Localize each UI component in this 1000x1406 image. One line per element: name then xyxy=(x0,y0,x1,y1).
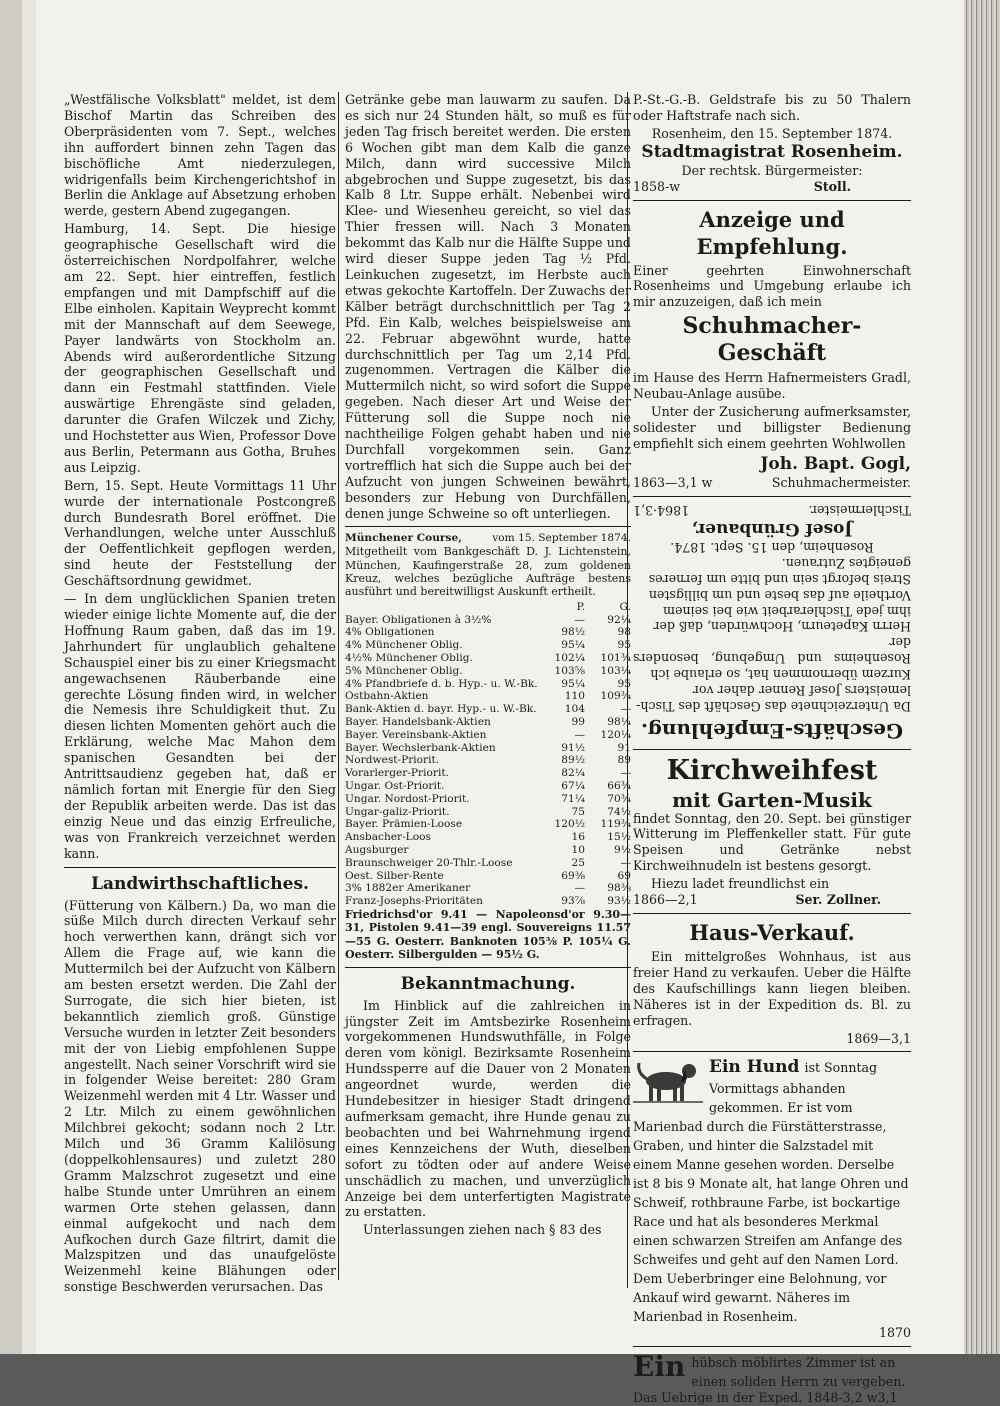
exchange-g: 92¼ xyxy=(607,613,631,626)
exchange-title: Münchener Course, xyxy=(345,532,462,545)
exchange-security: Ungar. Nordost-Priorit. xyxy=(345,792,470,805)
exchange-p: 25 xyxy=(571,856,585,869)
exchange-security: Bank-Aktien d. bayr. Hyp.- u. W.-Bk. xyxy=(345,703,537,716)
exchange-security: Franz-Josephs-Prioritäten xyxy=(345,895,483,908)
inverted-title: Geschäfts-Empfehlung. xyxy=(640,718,904,743)
lost-dog-text: ist Sonntag Vormittags abhanden gekommen. Er ist vom Marienbad durch die Fürstätterstrasse, Graben, und hinter die Salzstadel mit einem Manne gesehen worden. Derselbe ist 8 bis 9 Monate alt, hat lange Ohren und Schweif, rothbraune Farbe, ist bockartige Race und hat als besonderes Merkmal einen schwarzen Streifen am Anfange des Schweifes und geht auf den Namen Lord. Dem Ueberbringer eine Belohnung, vor Ankauf wird gewarnt. Näheres im Marienbad in Rosenheim. xyxy=(633,1060,909,1325)
exchange-g: 74½ xyxy=(607,805,631,818)
divider xyxy=(64,867,336,868)
exchange-security: Ungar. Ost-Priorit. xyxy=(345,780,445,793)
exchange-security: 4% Obligationen xyxy=(345,626,435,639)
exchange-p: 82¼ xyxy=(561,767,585,780)
festival-subtitle: mit Garten-Musik xyxy=(672,787,872,812)
exchange-g: 66¾ xyxy=(607,780,631,793)
lost-dog-title: Ein Hund xyxy=(709,1057,800,1078)
article-bern: Bern, 15. Sept. Heute Vormittags 11 Uhr wurde der internationale Postcongreß durch Bundesrath Borel eröffnet. Die Verhandlungen, welche unter Ausschluß der Oeffentlichkeit gepflogen werden, sind heute der Feststellung der Geschäftsordnung gewidmet. xyxy=(64,477,336,589)
exchange-row xyxy=(345,857,631,870)
exchange-g: 98¼ xyxy=(607,716,631,729)
exchange-row xyxy=(345,831,631,844)
festival-text: findet Sonntag, den 20. Sept. bei günstiger Witterung im Pleffenkeller statt. Für gute Speisen und Getränke nebst Kirchweihnudeln ist bestens gesorgt. xyxy=(633,810,911,874)
exchange-p: 75 xyxy=(571,805,585,818)
exchange-security: Ungar-galiz-Priorit. xyxy=(345,805,450,818)
exchange-security: Vorarlerger-Priorit. xyxy=(345,767,449,780)
binding-edge xyxy=(0,0,23,1354)
exchange-footer: Friedrichsd'or 9.41 — Napoleonsd'or 9.30—31, Pistolen 9.41—39 engl. Souvereigns 11.57—55 G. Oesterr. Banknoten 105⅜ P. 105¼ G. Oesterr. Silbergulden — 95½ G. xyxy=(345,908,631,962)
exchange-p: 103⅝ xyxy=(554,664,585,677)
exchange-p: 16 xyxy=(571,831,585,844)
exchange-g: 89 xyxy=(617,754,631,767)
binding-shadow xyxy=(22,0,36,1354)
house-sale-title: Haus-Verkauf. xyxy=(689,920,855,945)
exchange-security: 4½% Münchener Oblig. xyxy=(345,652,473,665)
divider xyxy=(633,913,911,914)
divider xyxy=(633,1051,911,1052)
notice-tail: Unterlassungen ziehen nach § 83 des xyxy=(363,1222,602,1238)
column-2 xyxy=(345,92,631,1288)
house-sale-code: 1869—3,1 xyxy=(846,1030,911,1046)
exchange-security: Ansbacher-Loos xyxy=(345,831,431,844)
exchange-g: 69 xyxy=(617,869,631,882)
festival-footer: 1866—2,1 Ser. Zollner. xyxy=(633,892,881,908)
exchange-g: 103¼ xyxy=(600,664,631,677)
divider xyxy=(633,496,911,497)
exchange-col-head: P. G. xyxy=(576,600,631,613)
exchange-row xyxy=(345,767,631,780)
ad-text: Einer geehrten Einwohnerschaft Rosenheims und Umgebung erlaube ich mir anzuzeigen, daß ich mein xyxy=(633,262,911,310)
inverted-advertisement: Geschäfts-Empfehlung. Da Unterzeichnete das Geschäft des Tisch- lemeisters Josef Renner daher vor Kurzem übernommen hat, so erlaube ich Rosenheims und Umgebung, besonders der Herrn Kapeteurn, Hochwürden, daß der ihm jede Tischlerarbeit wie bei seinem Vortheile auf das beste und um billigsten Streis beforgt sein und bitte um ferneres geneigtes Zutrauen. Rosenheim, den 15. Sept. 1874. Josef Grünbauer, Tischlermeister. 1864·3,1 xyxy=(633,502,911,743)
exchange-p: 71¼ xyxy=(561,792,585,805)
notice-text: Im Hinblick auf die zahlreichen in jüngster Zeit im Amtsbezirke Rosenheim vorgekommenen Hundswuthfälle, in Folge deren vom königl. Bezirksamte Rosenheim Hundssperre auf die Dauer von 2 Monaten angeordnet wurde, werden die Hundebesitzer in hiesiger Stadt dringend aufmerksam gemacht, ihre Hunde genau zu beobachten und bei Wahrnehmung irgend eines Kennzeichens der Wuth, dieselben sofort zu tödten oder auf andere Weise unschädlich zu machen, und unverzüglich Anzeige bei dem unterfertigten Magistrate zu erstatten. xyxy=(345,997,631,1220)
exchange-g: 109¾ xyxy=(600,690,631,703)
exchange-g: 95 xyxy=(617,639,631,652)
exchange-p: 69⅜ xyxy=(561,869,585,882)
exchange-p: 120½ xyxy=(554,818,585,831)
exchange-p: 95¼ xyxy=(561,677,585,690)
exchange-p: 89½ xyxy=(561,754,585,767)
exchange-row xyxy=(345,665,631,678)
room-ad-initial: Ein xyxy=(633,1350,686,1384)
exchange-date: vom 15. September 1874. xyxy=(492,532,631,545)
room-ad-text: hübsch möblirtes Zimmer ist an einen soliden Herrn zu vergeben. xyxy=(691,1355,906,1390)
exchange-row xyxy=(345,806,631,819)
exchange-security: Bayer. Handelsbank-Aktien xyxy=(345,716,491,729)
exchange-row xyxy=(345,818,631,831)
exchange-row xyxy=(345,780,631,793)
exchange-p: 67¼ xyxy=(561,780,585,793)
exchange-row xyxy=(345,882,631,895)
room-ad-tail: Das Uebrige in der Exped. 1848-3,2 w3,1 xyxy=(633,1390,898,1406)
ad-text: Unter der Zusicherung aufmerksamster, solidester und billigster Bedienung empfiehlt sich einem geehrten Wohlwollen xyxy=(633,404,911,451)
column-rule xyxy=(338,92,339,1280)
page-stack-edge xyxy=(964,0,1000,1354)
exchange-security: Bayer. Obligationen à 3½% xyxy=(345,613,492,626)
exchange-row xyxy=(345,870,631,883)
exchange-p: 91½ xyxy=(561,741,585,754)
exchange-p: 93⅞ xyxy=(561,895,585,908)
exchange-security: Bayer. Wechslerbank-Aktien xyxy=(345,741,496,754)
exchange-row xyxy=(345,690,631,703)
exchange-row xyxy=(345,652,631,665)
exchange-table xyxy=(345,601,631,908)
exchange-p: 110 xyxy=(564,690,585,703)
exchange-p: 10 xyxy=(571,844,585,857)
festival-invite: Hiezu ladet freundlichst ein xyxy=(651,876,830,892)
exchange-row xyxy=(345,716,631,729)
exchange-row xyxy=(345,639,631,652)
exchange-security: 4% Pfandbriefe d. b. Hyp.- u. W.-Bk. xyxy=(345,677,538,690)
exchange-p: 99 xyxy=(571,716,585,729)
section-heading: Landwirthschaftliches. xyxy=(91,873,309,894)
notice-signature: 1858-w Stoll. xyxy=(633,178,851,194)
exchange-row xyxy=(345,844,631,857)
ad-text: im Hause des Herrn Hafnermeisters Gradl, Neubau-Anlage ausübe. xyxy=(633,370,911,402)
exchange-p: 98½ xyxy=(561,626,585,639)
exchange-p: 95¼ xyxy=(561,639,585,652)
exchange-g: 70¾ xyxy=(607,792,631,805)
lost-dog-code: 1870 xyxy=(878,1325,911,1341)
article-kaelber-cont: Getränke gebe man lauwarm zu saufen. Da es sich nur 24 Stunden hält, so muß es für jeden Tag frisch bereitet werden. Die ersten 6 Wochen gibt man dem Kalb die ganze Milch, dann wird successive Milch abgebrochen und Suppe zugesetzt, bis das Kalb 8 Ltr. Suppe erhält. Nebenbei wird Klee- und Wiesenheu gereicht, so viel das Thier fressen will. Nach 3 Monaten bekommt das Kalb nur die Hälfte Suppe und wird dieser Suppe jeden Tag ½ Pfd. Leinkuchen zugesetzt, im Herbste auch etwas gekochte Kartoffeln. Der Zuwachs der Kälber beträgt durchschnittlich per Tag 2 Pfd. Ein Kalb, welches beispielsweise am 22. Februar abgewöhnt wurde, hatte durchschnittlich per Tag um 2,14 Pfd. zugenommen. Vertragen die Kälber die Muttermilch nicht, so wird sofort die Suppe gegeben. Nach dieser Art und Weise der Fütterung soll die Suppe noch nie nachtheilige Folgen gehabt haben und nie Durchfall vorgekommen sein. Ganz vortrefflich hat sich die Suppe auch bei der Aufzucht von jungen Schweinen bewährt, besonders zur Hebung von Durchfällen, denen junge Schweine so oft unterliegen. xyxy=(345,92,631,521)
exchange-security: Bayer. Prämien-Loose xyxy=(345,818,463,831)
divider xyxy=(633,1346,911,1347)
exchange-g: — xyxy=(620,703,631,716)
ad-footer: 1863—3,1 w Schuhmachermeister. xyxy=(633,474,911,490)
exchange-p: — xyxy=(574,882,585,895)
exchange-g: — xyxy=(620,767,631,780)
exchange-p: — xyxy=(574,613,585,626)
notice-mayor-title: Der rechtsk. Bürgermeister: xyxy=(681,162,863,178)
divider xyxy=(345,526,631,527)
article-spanien: — In dem unglücklichen Spanien treten wieder einige lichte Momente auf, die der Hoffnung Raum gaben, daß das im 19. Jahrhundert für unglaublich gehaltene Schauspiel einer bis zu einer Kriegsmacht angewachsenen Räuberbande eine gerechte Lösung finden wird, in welcher die Nemesis ihre Schuldigkeit thut. Zu diesen lichten Momenten gehört auch die Erklärung, welche Mac Mahon dem spanischen Gesandten bei der Antrittsaudienz gegeben hat, daß er nämlich fortan mit Energie für den Sieg der Republik arbeiten werde. Das ist das einzig Neue und das einzig Erfreuliche, was von Frankreich verzeichnet werden kann. xyxy=(64,591,336,861)
article-kaelber: (Fütterung von Kälbern.) Da, wo man die süße Milch durch directen Verkauf sehr hoch verwerthen kann, drängt sich vor Allem die Frage auf, wie kann die Muttermilch bei der Aufzucht von Kälbern am besten ersetzt werden. Die Zahl der Surrogate, die sich hier bieten, ist bekanntlich ziemlich groß. Günstige Versuche wurden in letzter Zeit besonders mit der von Liebig empfohlenen Suppe angestellt. Nach seiner Vorschrift wird sie in folgender Weise bereitet: 280 Gram Weizenmehl werden mit 4 Ltr. Wasser und 2 Ltr. Milch zu einem gewöhnlichen Milchbrei gekocht; sodann noch 2 Ltr. Milch und 36 Gramm Kalilösung (doppelkohlensaures) und zuletzt 280 Gramm Malzschrot zugesetzt und eine halbe Stunde unter Umrühren an einem warmen Orte stehen gelassen, dann einmal aufgekocht und nach dem Aufkochen durch Gaze filtrirt, damit die Malzspitzen und das unaufgelöste Weizenmehl keine Blähungen oder sonstige Beschwerden verursachen. Das xyxy=(64,897,336,1295)
article-bischof: „Westfälische Volksblatt" meldet, ist dem Bischof Martin das Schreiben des Oberpräsidenten vom 7. Sept., welches ihn auffordert binnen zehn Tagen das bischöfliche Amt niederzulegen, widrigenfalls beim Kirchengerichtshof in Berlin die Anklage auf Absetzung erhoben werde, gestern Abend zugegangen. xyxy=(64,92,336,219)
room-ad xyxy=(633,1352,911,1406)
exchange-header xyxy=(345,532,631,545)
notice-title: Bekanntmachung. xyxy=(400,973,576,994)
exchange-g: 120¼ xyxy=(600,728,631,741)
exchange-intro: Mitgetheilt vom Bankgeschäft D. J. Lichtenstein, München, Kaufingerstraße 28, zum goldenen Kreuz, welches bezügliche Aufträge bestens ausführt und bereitwilligst Auskunft ertheilt. xyxy=(345,545,631,599)
exchange-security: Oest. Silber-Rente xyxy=(345,869,444,882)
lost-dog-ad xyxy=(633,1057,911,1341)
divider xyxy=(633,749,911,750)
dog-icon xyxy=(633,1057,703,1105)
exchange-row xyxy=(345,742,631,755)
exchange-g: 93½ xyxy=(607,895,631,908)
exchange-p: 102¼ xyxy=(554,652,585,665)
ad-signature: Joh. Bapt. Gogl, xyxy=(760,453,911,474)
house-sale-text: Ein mittelgroßes Wohnhaus, ist aus freier Hand zu verkaufen. Ueber die Hälfte des Kaufschillings kann liegen bleiben. Näheres ist in der Expedition ds. Bl. zu erfragen. xyxy=(633,949,911,1028)
exchange-row xyxy=(345,703,631,716)
exchange-g: 101¾ xyxy=(600,652,631,665)
exchange-security: Bayer. Vereinsbank-Aktien xyxy=(345,728,487,741)
exchange-security: 4% Münchener Oblig. xyxy=(345,639,463,652)
exchange-security: Braunschweiger 20-Thlr.-Loose xyxy=(345,856,513,869)
exchange-row xyxy=(345,895,631,908)
exchange-g: 15½ xyxy=(607,831,631,844)
divider xyxy=(633,200,911,201)
exchange-security: Nordwest-Priorit. xyxy=(345,754,440,767)
exchange-row xyxy=(345,678,631,691)
exchange-security: Augsburger xyxy=(345,844,409,857)
exchange-security: 3% 1882er Amerikaner xyxy=(345,882,471,895)
exchange-p: 104 xyxy=(564,703,585,716)
exchange-g: 98 xyxy=(617,626,631,639)
column-3 xyxy=(633,92,911,1406)
exchange-g: 9½ xyxy=(613,844,631,857)
exchange-row xyxy=(345,626,631,639)
exchange-g: 91 xyxy=(617,741,631,754)
exchange-row xyxy=(345,793,631,806)
exchange-g: 95 xyxy=(617,677,631,690)
notice-continued: P.-St.-G.-B. Geldstrafe bis zu 50 Thalern oder Haftstrafe nach sich. xyxy=(633,92,911,123)
article-hamburg: Hamburg, 14. Sept. Die hiesige geographische Gesellschaft wird die österreichischen Nordpolfahrer, welche am 22. Sept. hier eintreffen, festlich empfangen und mit Dampfschiff auf die Elbe einholen. Kapitain Weyprecht kommt mit der Mannschaft auf dem Seewege, Payer landwärts von Stockholm an. Abends wird außerordentliche Sitzung der geographischen Gesellschaft und dann ein Festmahl stattfinden. Viele auswärtige Ehrengäste sind geladen, darunter die Grafen Wilczek und Zichy, und Hochstetter aus Wien, Professor Dove aus Berlin, Petermann aus Gotha, Bruhes aus Leipzig. xyxy=(64,221,336,475)
exchange-row xyxy=(345,754,631,767)
exchange-g: 119¾ xyxy=(600,818,631,831)
exchange-g: 98⅜ xyxy=(607,882,631,895)
exchange-g: — xyxy=(620,856,631,869)
exchange-row xyxy=(345,614,631,627)
divider xyxy=(345,967,631,968)
exchange-security: Ostbahn-Aktien xyxy=(345,690,429,703)
notice-authority: Stadtmagistrat Rosenheim. xyxy=(641,141,903,162)
exchange-row xyxy=(345,729,631,742)
ad-title: Anzeige und Empfehlung. xyxy=(696,206,848,259)
festival-title: Kirchweihfest xyxy=(666,754,878,786)
column-1 xyxy=(64,92,336,1295)
exchange-p: — xyxy=(574,728,585,741)
exchange-security: 5% Münchener Oblig. xyxy=(345,664,463,677)
notice-date: Rosenheim, den 15. September 1874. xyxy=(651,125,893,141)
ad-business-name: Schuhmacher-Geschäft xyxy=(682,313,862,367)
